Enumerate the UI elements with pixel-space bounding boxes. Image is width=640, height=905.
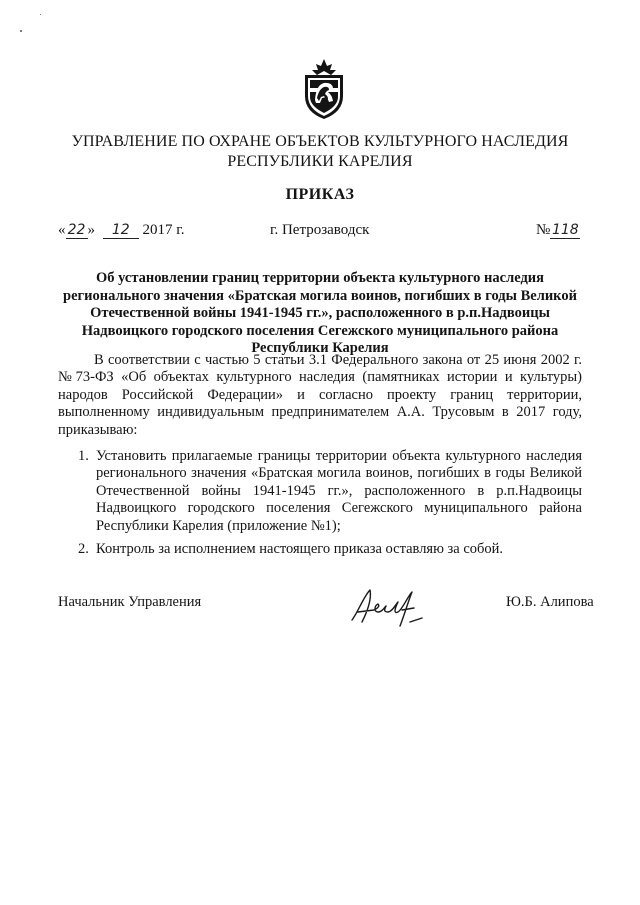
handwritten-month: 12	[103, 222, 139, 239]
subject-line: регионального значения «Братская могила воинов, погибших в годы Великой	[63, 287, 577, 304]
order-number	[536, 222, 580, 239]
order-city: г. Петрозаводск	[270, 222, 370, 238]
signature-block	[0, 594, 640, 654]
quote-open: «	[58, 222, 66, 238]
subject-line: Надвоицкого городского поселения Сегежского муниципального района	[81, 322, 559, 339]
signer-name: Ю.Б. Алипова	[506, 594, 594, 610]
scan-speck	[20, 30, 22, 32]
subject-line: Отечественной войны 1941-1945 гг.», расположенного в р.п.Надвоицы	[90, 305, 550, 322]
preamble-paragraph: В соответствии с частью 5 статьи 3.1 Федерального закона от 25 июня 2002 г. №73-ФЗ «Об объектах культурного наследия (памятниках истории и культуры) народов Российской Федерации» и согласно проекту границ территории, выполненному индивидуальным предпринимателем А.А. Трусовым в 2017 году, приказываю:	[58, 352, 582, 438]
order-subject	[60, 270, 580, 358]
handwritten-signature-icon	[344, 582, 436, 630]
quote-close: »	[87, 222, 95, 238]
list-item-number: 1.	[78, 448, 89, 464]
number-sign: №	[536, 222, 551, 238]
order-date	[58, 222, 184, 239]
signer-position: Начальник Управления	[58, 594, 202, 610]
list-item-number: 2.	[78, 541, 89, 558]
order-items-list	[58, 448, 582, 564]
list-item	[58, 541, 582, 558]
agency-name	[40, 132, 600, 172]
subject-line: Об установлении границ территории объекта культурного наследия	[95, 270, 545, 286]
scan-speck	[40, 14, 41, 15]
list-item-text: Установить прилагаемые границы территории объекта культурного наследия регионального значения «Братская могила воинов, погибших в годы Великой Отечественной войны 1941-1945 гг.», расположенного в р.п.Надвоицы Надвоицкого городского поселения Сегежского муниципального района Республики Карелия (приложение №1);	[96, 448, 582, 534]
list-item-text: Контроль за исполнением настоящего приказа оставляю за собой.	[96, 541, 504, 558]
karelia-coat-of-arms-icon	[302, 58, 346, 120]
agency-name-line2: РЕСПУБЛИКИ КАРЕЛИЯ	[227, 153, 413, 170]
handwritten-day: 22	[66, 222, 88, 239]
date-number-row	[0, 222, 640, 244]
agency-name-line1: УПРАВЛЕНИЕ ПО ОХРАНЕ ОБЪЕКТОВ КУЛЬТУРНОГО НАСЛЕДИЯ	[71, 133, 569, 150]
subject-line: Республики Карелия	[251, 340, 389, 357]
order-year: 2017 г.	[142, 222, 185, 238]
document-type-title: ПРИКАЗ	[285, 186, 355, 203]
list-item	[58, 448, 582, 535]
handwritten-number: 118	[551, 222, 579, 238]
